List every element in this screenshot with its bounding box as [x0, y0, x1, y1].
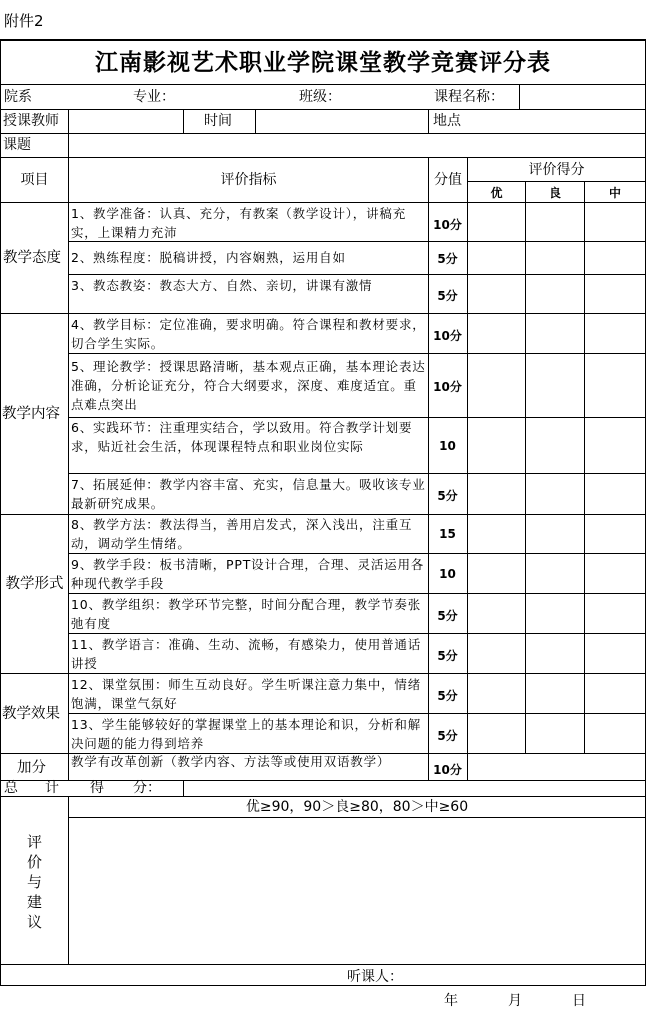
date-year: 年 — [444, 993, 458, 1009]
score-value: 5分 — [437, 289, 458, 303]
grading-criteria: 优≥90，90＞良≥80，80＞中≥60 — [245, 799, 469, 815]
attachment-label: 附件2 — [4, 12, 44, 30]
topic-field[interactable] — [69, 134, 645, 157]
score-value: 5分 — [437, 609, 458, 623]
score-value: 10分 — [433, 763, 462, 777]
time-label: 时间 — [204, 113, 232, 129]
comments-textarea[interactable] — [69, 818, 645, 964]
course-name-field[interactable] — [520, 85, 645, 109]
category-effect: 教学效果 — [2, 706, 60, 722]
place-label: 地点 — [433, 113, 461, 129]
place-field[interactable] — [468, 110, 645, 133]
indicator-row: 5、理论教学：授课思路清晰，基本观点正确，基本理论表达准确，分析论证充分，符合大纲要求，深度、难度适宜。重点难点突出 — [71, 359, 426, 412]
score-value: 10分 — [433, 329, 462, 343]
indicator-row: 12、课堂氛围：师生互动良好。学生听课注意力集中，情绪饱满，课堂气氛好 — [71, 677, 422, 711]
course-name-label: 课程名称： — [434, 89, 504, 105]
indicator-row: 教学有改革创新（教学内容、方法等或使用双语教学） — [71, 754, 391, 769]
total-char: 总 — [4, 780, 18, 796]
header-grade-medium: 中 — [608, 186, 621, 200]
header-indicator: 评价指标 — [220, 172, 277, 188]
category-bonus: 加分 — [17, 760, 46, 776]
category-attitude: 教学态度 — [3, 250, 61, 266]
teacher-field[interactable] — [69, 110, 183, 133]
category-form: 教学形式 — [5, 576, 64, 592]
page-title: 江南影视艺术职业学院课堂教学竞赛评分表 — [95, 50, 551, 76]
score-value: 10分 — [433, 380, 462, 394]
score-value: 5分 — [437, 489, 458, 503]
time-field[interactable] — [256, 110, 428, 133]
indicator-row: 10、教学组织：教学环节完整，时间分配合理，教学节奏张弛有度 — [71, 597, 422, 631]
header-grade-good: 良 — [548, 186, 561, 200]
indicator-row: 6、实践环节：注重理实结合，学以致用。符合教学计划要求，贴近社会生活，体现课程特点和职业岗位实际 — [71, 420, 413, 454]
indicator-row: 2、熟练程度：脱稿讲授，内容娴熟，运用自如 — [71, 250, 346, 265]
score-value: 5分 — [437, 729, 458, 743]
header-score: 分值 — [434, 172, 462, 188]
indicator-row: 11、教学语言：准确、生动、流畅，有感染力，使用普通话讲授 — [71, 637, 422, 671]
college-label: 院系 — [4, 89, 32, 105]
indicator-row: 4、教学目标：定位准确，要求明确。符合课程和教材要求，切合学生实际。 — [71, 317, 426, 351]
total-char: 计 — [45, 780, 59, 796]
score-value: 5分 — [437, 649, 458, 663]
header-item: 项目 — [20, 172, 49, 188]
total-score-field[interactable] — [184, 781, 645, 796]
header-eval: 评价得分 — [528, 162, 585, 178]
date-day: 日 — [572, 993, 586, 1009]
total-char: 得 — [90, 780, 104, 796]
listener-label: 听课人： — [347, 969, 403, 985]
score-value: 10 — [439, 567, 456, 581]
indicator-row: 8、教学方法：教法得当，善用启发式，深入浅出，注重互动，调动学生情绪。 — [71, 517, 413, 551]
indicator-row: 7、拓展延伸：教学内容丰富、充实，信息量大。吸收该专业最新研究成果。 — [71, 477, 426, 511]
date-month: 月 — [508, 993, 522, 1009]
indicator-row: 1、教学准备：认真、充分，有教案（教学设计），讲稿充实，上课精力充沛 — [71, 206, 407, 240]
total-char: 分： — [133, 780, 161, 796]
indicator-row: 3、教态教姿：教态大方、自然、亲切，讲课有激情 — [71, 278, 373, 293]
header-grade-excellent: 优 — [490, 186, 503, 200]
indicator-row: 13、学生能够较好的掌握课堂上的基本理论和识，分析和解决问题的能力得到培养 — [71, 717, 422, 751]
score-value: 5分 — [437, 689, 458, 703]
score-value: 10分 — [433, 218, 462, 232]
indicator-row: 9、教学手段：板书清晰，PPT设计合理，合理、灵活运用各种现代教学手段 — [71, 557, 425, 591]
major-label: 专业： — [133, 89, 175, 105]
score-value: 5分 — [437, 252, 458, 266]
category-content: 教学内容 — [2, 406, 60, 422]
class-label: 班级： — [299, 89, 341, 105]
comments-label: 评 价 与 建 议 — [26, 833, 42, 931]
topic-label: 课题 — [3, 137, 31, 153]
score-value: 10 — [439, 439, 456, 453]
teacher-label: 授课教师 — [3, 113, 59, 129]
score-value: 15 — [439, 527, 456, 541]
